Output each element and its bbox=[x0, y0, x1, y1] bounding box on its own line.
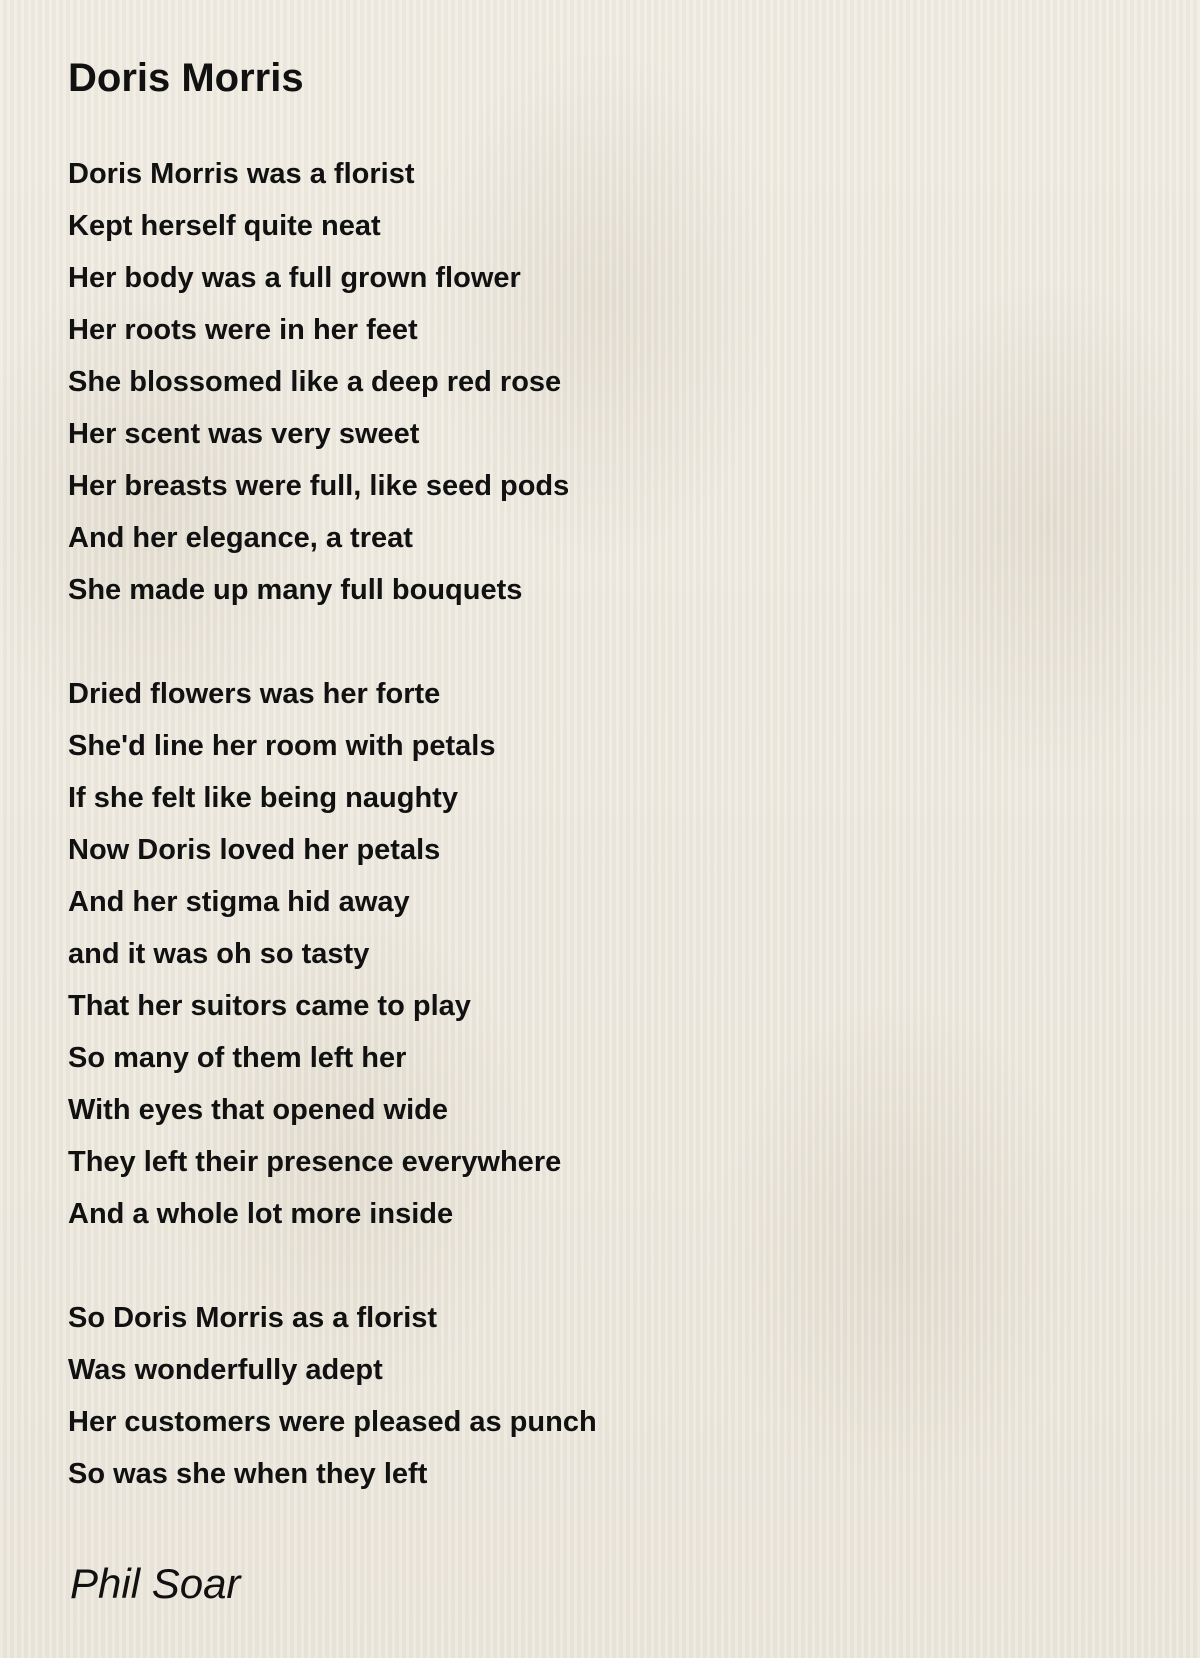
poem-line: Dried flowers was her forte bbox=[68, 678, 441, 710]
poem-line: Was wonderfully adept bbox=[68, 1354, 383, 1386]
poem-line: Now Doris loved her petals bbox=[68, 834, 441, 866]
poem-author: Phil Soar bbox=[70, 1560, 241, 1607]
poem-line: With eyes that opened wide bbox=[68, 1094, 449, 1126]
stanza-3 bbox=[68, 1292, 1128, 1500]
poem-title: Doris Morris bbox=[68, 56, 304, 100]
poem-line: If she felt like being naughty bbox=[68, 782, 458, 814]
poem-line: Her body was a full grown flower bbox=[68, 262, 521, 294]
poem-line: She blossomed like a deep red rose bbox=[68, 366, 562, 398]
poem-line: Her roots were in her feet bbox=[68, 314, 418, 346]
stanza-1 bbox=[68, 148, 1128, 616]
poem-line: So was she when they left bbox=[68, 1458, 428, 1490]
poem-line: Kept herself quite neat bbox=[68, 210, 381, 242]
stanza-2 bbox=[68, 668, 1128, 1240]
poem-line: And a whole lot more inside bbox=[68, 1198, 454, 1230]
poem-line: and it was oh so tasty bbox=[68, 938, 370, 970]
poem-container bbox=[68, 48, 1128, 1552]
poem-line: Her scent was very sweet bbox=[68, 418, 420, 450]
poem-line: So many of them left her bbox=[68, 1042, 407, 1074]
poem-line: And her elegance, a treat bbox=[68, 522, 413, 554]
poem-line: Doris Morris was a florist bbox=[68, 158, 415, 190]
poem-line: She made up many full bouquets bbox=[68, 574, 523, 606]
poem-line: And her stigma hid away bbox=[68, 886, 410, 918]
poem-line: They left their presence everywhere bbox=[68, 1146, 562, 1178]
poem-line: So Doris Morris as a florist bbox=[68, 1302, 438, 1334]
poem-line: Her breasts were full, like seed pods bbox=[68, 470, 570, 502]
poem-line: She'd line her room with petals bbox=[68, 730, 496, 762]
poem-line: That her suitors came to play bbox=[68, 990, 471, 1022]
poem-line: Her customers were pleased as punch bbox=[68, 1406, 597, 1438]
